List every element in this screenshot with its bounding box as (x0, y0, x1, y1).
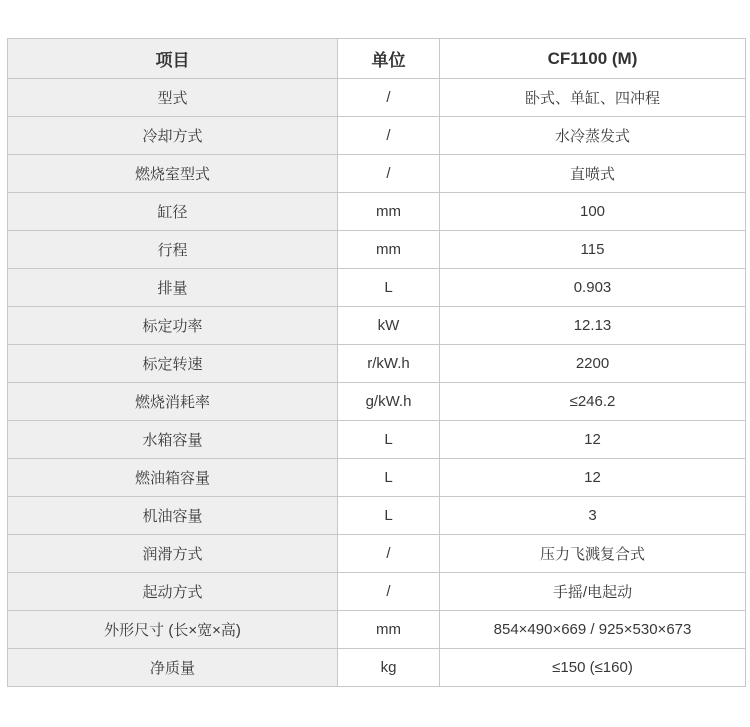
spec-item-cell: 净质量 (8, 649, 338, 687)
spec-value-cell: 手摇/电起动 (440, 573, 746, 611)
spec-item-cell: 燃油箱容量 (8, 459, 338, 497)
spec-value-cell: 直喷式 (440, 155, 746, 193)
spec-unit-cell: / (338, 535, 440, 573)
spec-item-cell: 水箱容量 (8, 421, 338, 459)
spec-unit-cell: mm (338, 231, 440, 269)
spec-value-cell: 100 (440, 193, 746, 231)
spec-value-cell: 2200 (440, 345, 746, 383)
table-row (8, 421, 746, 459)
spec-unit-cell: L (338, 421, 440, 459)
spec-item-cell: 型式 (8, 79, 338, 117)
table-row (8, 269, 746, 307)
table-row (8, 193, 746, 231)
spec-unit-cell: mm (338, 611, 440, 649)
spec-item-cell: 起动方式 (8, 573, 338, 611)
table-row (8, 117, 746, 155)
spec-value-cell: 854×490×669 / 925×530×673 (440, 611, 746, 649)
spec-value-cell: 卧式、单缸、四冲程 (440, 79, 746, 117)
spec-unit-cell: / (338, 117, 440, 155)
table-row (8, 155, 746, 193)
table-row (8, 307, 746, 345)
spec-unit-cell: kW (338, 307, 440, 345)
table-row (8, 649, 746, 687)
spec-item-cell: 排量 (8, 269, 338, 307)
spec-value-cell: 压力飞溅复合式 (440, 535, 746, 573)
table-row (8, 383, 746, 421)
spec-value-cell: 水冷蒸发式 (440, 117, 746, 155)
table-row (8, 459, 746, 497)
table-row (8, 79, 746, 117)
spec-item-cell: 标定转速 (8, 345, 338, 383)
spec-value-cell: 3 (440, 497, 746, 535)
spec-item-cell: 外形尺寸 (长×宽×高) (8, 611, 338, 649)
spec-unit-cell: L (338, 269, 440, 307)
spec-unit-cell: kg (338, 649, 440, 687)
spec-value-cell: ≤150 (≤160) (440, 649, 746, 687)
spec-item-cell: 燃烧消耗率 (8, 383, 338, 421)
spec-unit-cell: g/kW.h (338, 383, 440, 421)
spec-item-cell: 冷却方式 (8, 117, 338, 155)
spec-value-cell: 12 (440, 421, 746, 459)
spec-value-cell: ≤246.2 (440, 383, 746, 421)
spec-table-container (7, 38, 745, 687)
table-header-row (8, 39, 746, 79)
spec-unit-cell: r/kW.h (338, 345, 440, 383)
column-header-model: CF1100 (M) (440, 39, 746, 79)
spec-item-cell: 润滑方式 (8, 535, 338, 573)
table-row (8, 345, 746, 383)
spec-value-cell: 115 (440, 231, 746, 269)
table-row (8, 231, 746, 269)
spec-value-cell: 12.13 (440, 307, 746, 345)
spec-item-cell: 机油容量 (8, 497, 338, 535)
spec-unit-cell: / (338, 79, 440, 117)
spec-item-cell: 标定功率 (8, 307, 338, 345)
engine-spec-table (7, 38, 746, 687)
table-row (8, 573, 746, 611)
spec-value-cell: 12 (440, 459, 746, 497)
spec-value-cell: 0.903 (440, 269, 746, 307)
spec-unit-cell: mm (338, 193, 440, 231)
table-row (8, 611, 746, 649)
spec-unit-cell: L (338, 459, 440, 497)
column-header-item: 项目 (8, 39, 338, 79)
spec-item-cell: 行程 (8, 231, 338, 269)
spec-unit-cell: / (338, 155, 440, 193)
spec-item-cell: 燃烧室型式 (8, 155, 338, 193)
column-header-unit: 单位 (338, 39, 440, 79)
table-row (8, 535, 746, 573)
spec-unit-cell: L (338, 497, 440, 535)
table-row (8, 497, 746, 535)
spec-item-cell: 缸径 (8, 193, 338, 231)
spec-unit-cell: / (338, 573, 440, 611)
